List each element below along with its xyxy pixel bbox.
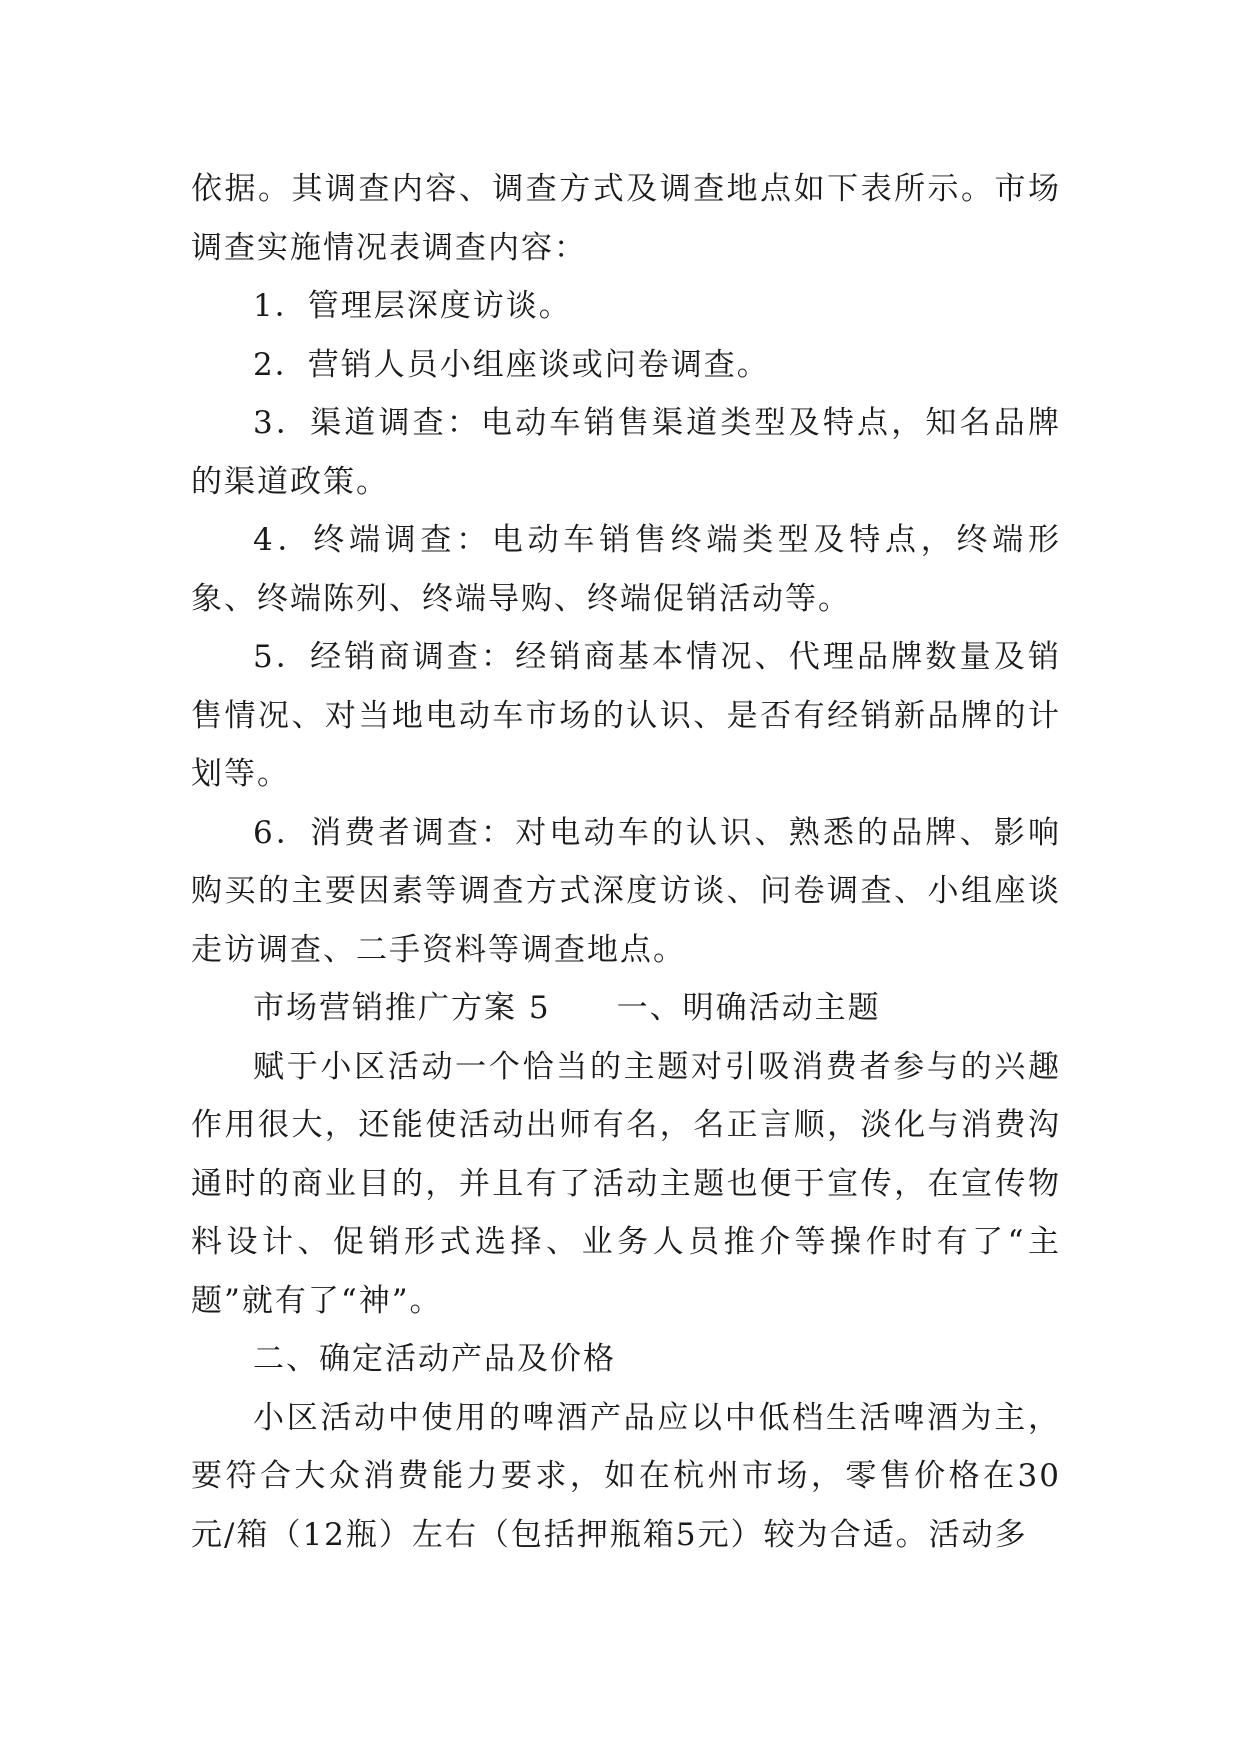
paragraph-product-price: 小区活动中使用的啤酒产品应以中低档生活啤酒为主，要符合大众消费能力要求，如在杭州市场，零售价格在30元/箱（12瓶）左右（包括押瓶箱5元）较为合适。活动多 [191,1399,1061,1553]
section-heading-theme: 市场营销推广方案 5 一、明确活动主题 [253,990,881,1026]
list-item-1: 1．管理层深度访谈。 [253,288,572,324]
section-heading-product-price: 二、确定活动产品及价格 [253,1341,616,1377]
list-item-4: 4．终端调查：电动车销售终端类型及特点，终端形象、终端陈列、终端导购、终端促销活动等。 [191,522,1061,617]
paragraph-intro: 依据。其调查内容、调查方式及调查地点如下表所示。市场调查实施情况表调查内容： [191,171,1061,266]
list-item-6: 6．消费者调查：对电动车的认识、熟悉的品牌、影响购买的主要因素等调查方式深度访谈、问卷调查、小组座谈走访调查、二手资料等调查地点。 [191,814,1061,968]
list-item-5: 5．经销商调查：经销商基本情况、代理品牌数量及销售情况、对当地电动车市场的认识、是否有经销新品牌的计划等。 [191,639,1061,792]
document-body [191,160,1061,1564]
list-item-2: 2．营销人员小组座谈或问卷调查。 [253,346,770,383]
list-item-3: 3．渠道调查：电动车销售渠道类型及特点，知名品牌的渠道政策。 [191,405,1061,500]
paragraph-theme: 赋于小区活动一个恰当的主题对引吸消费者参与的兴趣作用很大，还能使活动出师有名，名正言顺，淡化与消费沟通时的商业目的，并且有了活动主题也便于宣传，在宣传物料设计、促销形式选择、业务人员推介等操作时有了“主题”就有了“神”。 [191,1048,1061,1319]
